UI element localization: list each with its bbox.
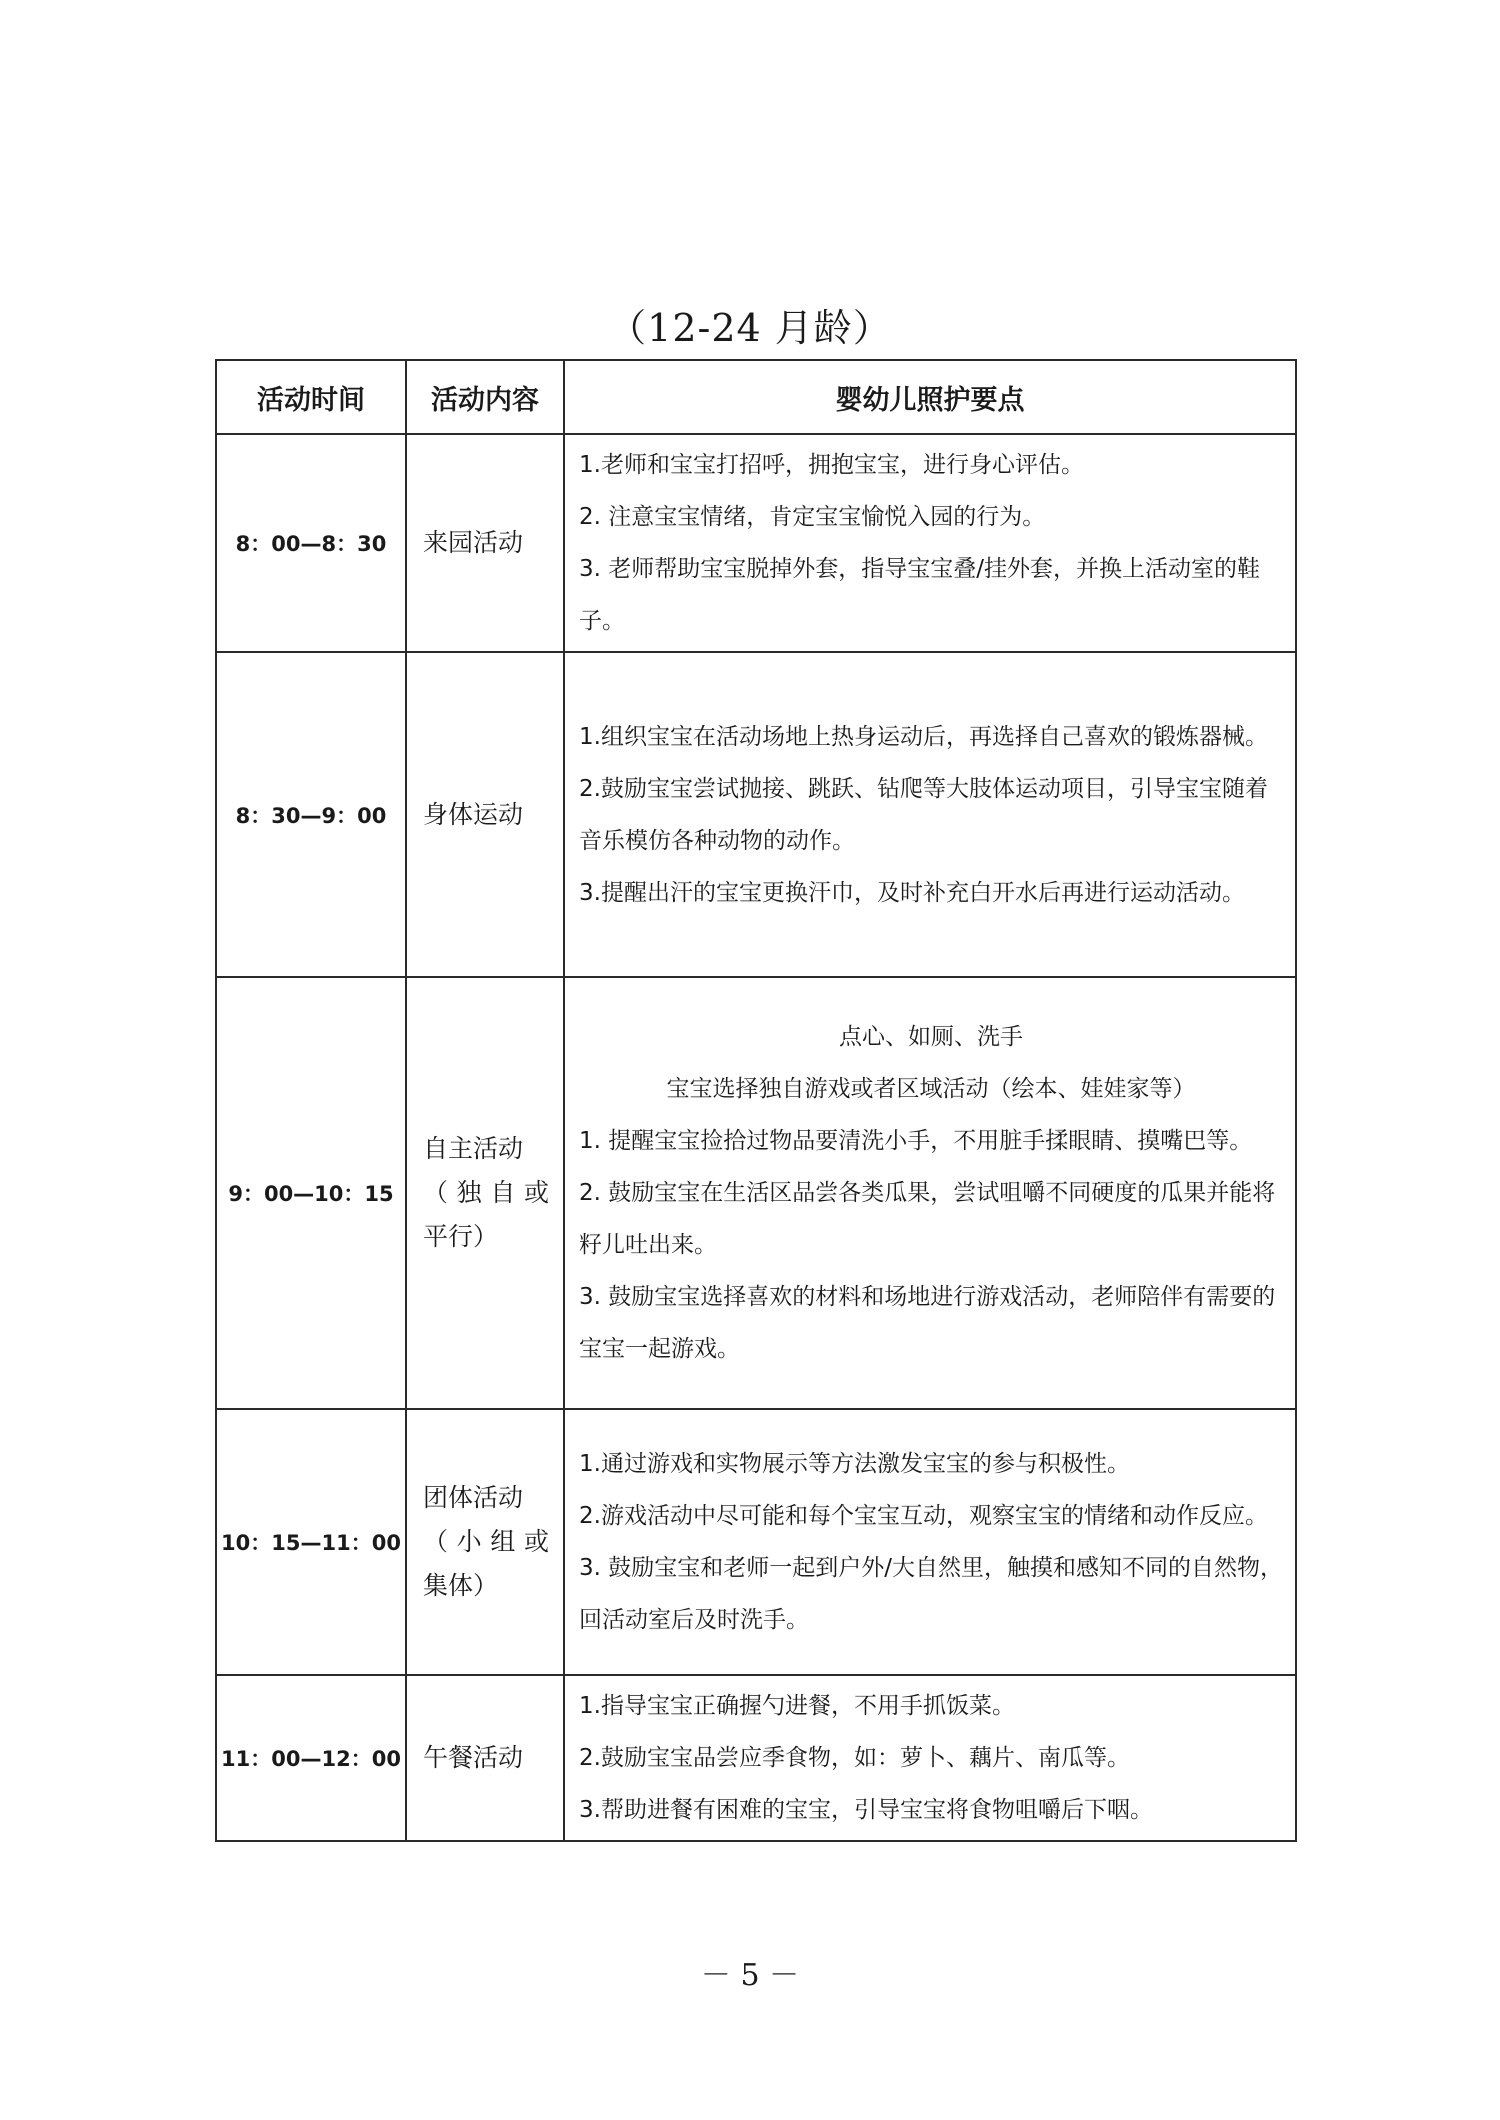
activity-cell [406, 977, 564, 1409]
care-point: 2.游戏活动中尽可能和每个宝宝互动，观察宝宝的情绪和动作反应。 [579, 1503, 1268, 1529]
activity-cell [406, 434, 564, 652]
schedule-table [215, 359, 1297, 1842]
activity-line: 自主活动 [423, 1134, 524, 1163]
activity-line: 来园活动 [423, 528, 524, 557]
care-point: 2. 注意宝宝情绪，肯定宝宝愉悦入园的行为。 [579, 504, 1046, 530]
care-point: 2.鼓励宝宝尝试抛接、跳跃、钻爬等大肢体运动项目，引导宝宝随着音乐模仿各种动物的动作。 [579, 775, 1268, 854]
time-cell: 8：00—8：30 [216, 434, 406, 652]
care-heading: 点心、如厕、洗手 [839, 1024, 1023, 1050]
table-row [216, 652, 1296, 977]
care-cell [564, 1409, 1296, 1675]
care-point: 1.通过游戏和实物展示等方法激发宝宝的参与积极性。 [579, 1451, 1130, 1477]
activity-line: （独自或 [423, 1178, 549, 1207]
activity-line: 团体活动 [423, 1483, 524, 1512]
table-row [216, 1675, 1296, 1841]
care-cell [564, 652, 1296, 977]
care-point: 1.组织宝宝在活动场地上热身运动后，再选择自己喜欢的锻炼器械。 [579, 723, 1268, 750]
care-point: 3.帮助进餐有困难的宝宝，引导宝宝将食物咀嚼后下咽。 [579, 1797, 1153, 1823]
time-cell: 8：30—9：00 [216, 652, 406, 977]
header-care-points: 婴幼儿照护要点 [564, 360, 1296, 434]
activity-cell [406, 652, 564, 977]
header-time: 活动时间 [216, 360, 406, 434]
care-point: 3. 老师帮助宝宝脱掉外套，指导宝宝叠/挂外套，并换上活动室的鞋子。 [579, 556, 1261, 634]
care-cell [564, 434, 1296, 652]
care-point: 3. 鼓励宝宝选择喜欢的材料和场地进行游戏活动，老师陪伴有需要的宝宝一起游戏。 [579, 1284, 1276, 1362]
header-activity: 活动内容 [406, 360, 564, 434]
activity-line: 集体） [423, 1571, 499, 1600]
care-point: 2. 鼓励宝宝在生活区品尝各类瓜果，尝试咀嚼不同硬度的瓜果并能将籽儿吐出来。 [579, 1180, 1276, 1258]
care-point: 1.老师和宝宝打招呼，拥抱宝宝，进行身心评估。 [579, 452, 1084, 478]
activity-line: 平行） [423, 1222, 499, 1251]
care-heading: 宝宝选择独自游戏或者区域活动（绘本、娃娃家等） [666, 1076, 1196, 1102]
care-point: 3.提醒出汗的宝宝更换汗巾，及时补充白开水后再进行运动活动。 [579, 879, 1245, 906]
activity-line: 午餐活动 [423, 1743, 524, 1772]
table-row [216, 977, 1296, 1409]
table-header-row [216, 360, 1296, 434]
care-point: 1. 提醒宝宝捡拾过物品要清洗小手，不用脏手揉眼睛、摸嘴巴等。 [579, 1128, 1253, 1154]
care-point: 3. 鼓励宝宝和老师一起到户外/大自然里，触摸和感知不同的自然物，回活动室后及时洗手。 [579, 1555, 1284, 1633]
time-cell: 9：00—10：15 [216, 977, 406, 1409]
table-row [216, 434, 1296, 652]
table-row [216, 1409, 1296, 1675]
page-number: － 5 － [700, 1958, 800, 1993]
activity-cell [406, 1409, 564, 1675]
time-cell: 11：00—12：00 [216, 1675, 406, 1841]
page-title: （12-24 月龄） [608, 306, 892, 350]
care-cell [564, 1675, 1296, 1841]
care-cell [564, 977, 1296, 1409]
activity-line: （小组或 [423, 1527, 549, 1556]
activity-line: 身体运动 [423, 799, 524, 829]
care-point: 2.鼓励宝宝品尝应季食物，如：萝卜、藕片、南瓜等。 [579, 1745, 1130, 1771]
activity-cell [406, 1675, 564, 1841]
care-point: 1.指导宝宝正确握勺进餐，不用手抓饭菜。 [579, 1693, 1015, 1719]
time-cell: 10：15—11：00 [216, 1409, 406, 1675]
